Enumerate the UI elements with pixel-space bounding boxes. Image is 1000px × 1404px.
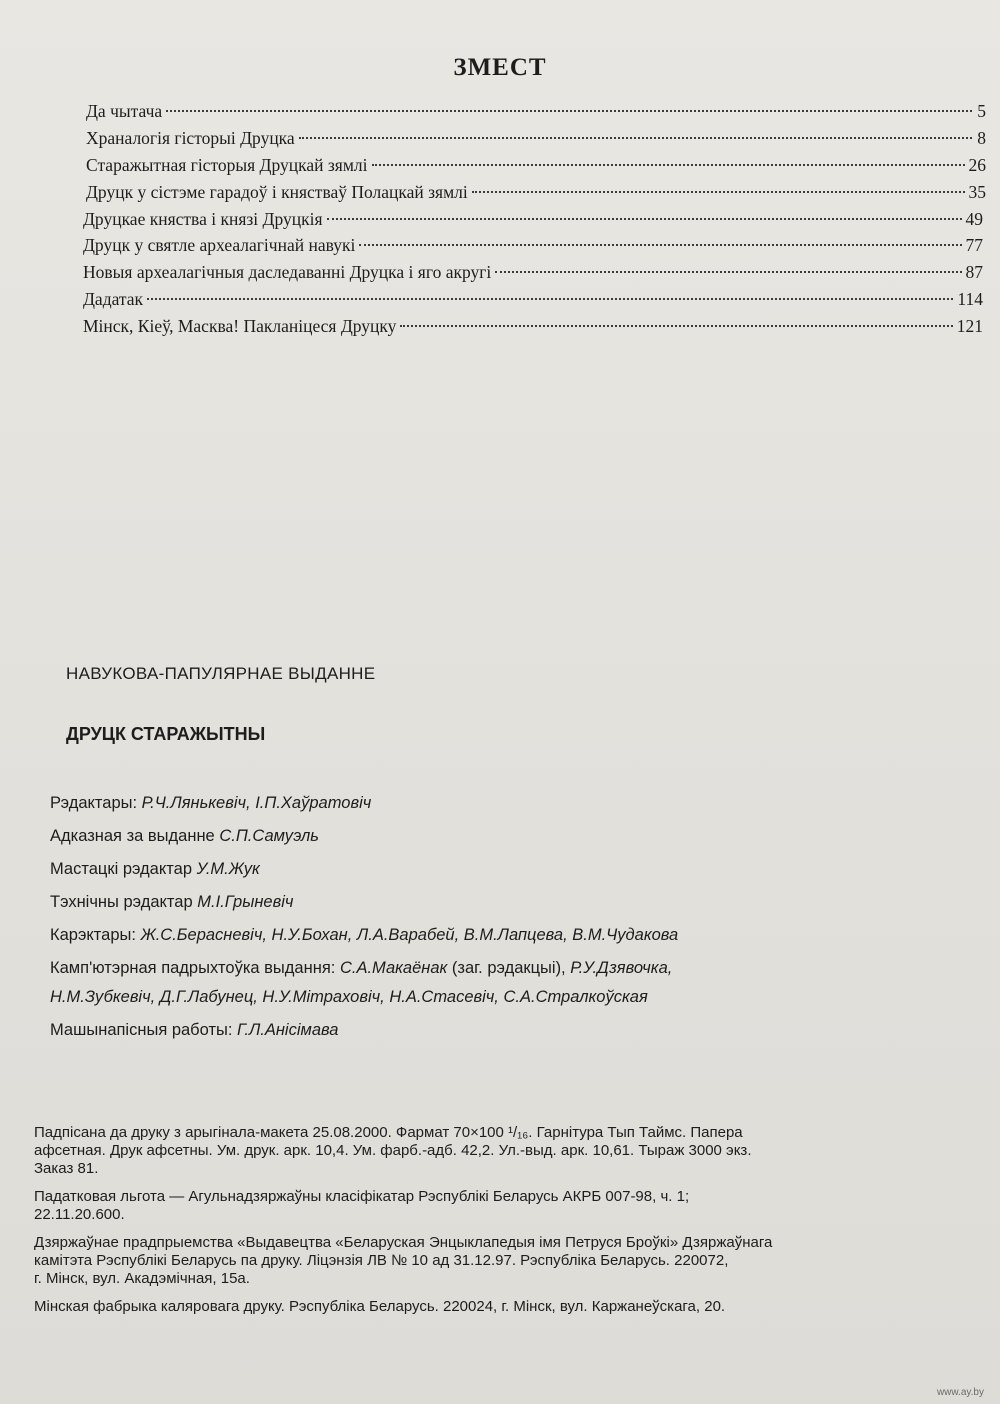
credit-art-editor xyxy=(50,858,950,880)
toc-entry-title: Да чытача xyxy=(86,101,163,121)
credit-label: Машынапісныя работы: xyxy=(50,1021,233,1039)
credit-names: У.М.Жук xyxy=(196,860,260,878)
toc-leader-dots xyxy=(327,218,962,220)
toc-entry-title: Мінск, Кіеў, Масква! Пакланіцеся Друцку xyxy=(83,316,397,337)
imprint-line: Падпісана да друку з арыгінала-макета 25.08.2000. Фармат 70×100 ¹/₁₆. Гарнітура Тып Таймс. Папера xyxy=(34,1124,743,1141)
watermark: www.ay.by xyxy=(936,1387,984,1398)
toc-entry xyxy=(83,206,983,233)
toc-entry-title: Храналогія гісторыі Друцка xyxy=(86,127,295,148)
imprint-tax-benefit xyxy=(34,1188,964,1224)
imprint-line: 22.11.20.600. xyxy=(34,1206,125,1223)
credit-names: М.І.Грыневіч xyxy=(197,893,294,911)
toc-entry-page: 35 xyxy=(968,181,986,202)
toc-entry xyxy=(86,152,986,179)
toc-entry-title: Старажытная гісторыя Друцкай зямлі xyxy=(86,154,368,175)
toc-entry xyxy=(86,98,986,125)
credit-proofreaders xyxy=(50,924,950,946)
imprint-line: Дзяржаўнае прадпрыемства «Выдавецтва «Беларуская Энцыклапедыя імя Петруся Броўкі» Дзяржаўнага xyxy=(34,1234,773,1251)
toc-entry-page: 121 xyxy=(956,316,983,337)
imprint-line: камітэта Рэспублікі Беларусь па друку. Ліцэнзія ЛВ № 10 ад 31.12.97. Рэспубліка Беларусь. 220072, xyxy=(34,1252,729,1269)
publication-genre: НАВУКОВА-ПАПУЛЯРНАЕ ВЫДАННЕ xyxy=(66,664,376,683)
toc-entry-page: 26 xyxy=(968,154,986,175)
toc-leader-dots xyxy=(400,325,952,327)
credit-names: Н.М.Зубкевіч, Д.Г.Лабунец, Н.У.Мітраховіч, Н.А.Стасевіч, С.А.Стралкоўская xyxy=(50,988,648,1006)
credit-names: Р.У.Дзявочка, xyxy=(570,959,673,977)
toc-leader-dots xyxy=(299,137,972,139)
credit-layout xyxy=(50,957,950,979)
credit-label: Камп'ютэрная падрыхтоўка выдання: xyxy=(50,959,336,977)
imprint-publisher xyxy=(34,1234,964,1288)
credit-label: Рэдактары: xyxy=(50,794,138,812)
imprint-line: Падатковая льгота — Агульнадзяржаўны класіфікатар Рэспублікі Беларусь АКРБ 007-98, ч. 1; xyxy=(34,1188,690,1205)
credit-names: С.А.Макаёнак xyxy=(339,959,448,977)
imprint-line: г. Мінск, вул. Акадэмічная, 15а. xyxy=(34,1270,250,1287)
toc-entry xyxy=(86,125,986,152)
imprint-line: Заказ 81. xyxy=(34,1160,99,1177)
toc-leader-dots xyxy=(472,191,965,193)
credit-label: Карэктары: xyxy=(50,926,136,944)
credit-responsible xyxy=(50,825,950,847)
credit-editors xyxy=(50,792,950,814)
toc-entry xyxy=(86,179,986,206)
toc-entry xyxy=(83,232,983,259)
toc-entry-page: 114 xyxy=(957,289,983,310)
credit-tech-editor xyxy=(50,891,950,913)
credit-names: Ж.С.Берасневіч, Н.У.Бохан, Л.А.Варабей, В.М.Лапцева, В.М.Чудакова xyxy=(140,926,679,944)
toc-leader-dots xyxy=(359,244,961,246)
credit-typing xyxy=(50,1019,950,1041)
toc-leader-dots xyxy=(147,298,953,300)
toc-entry-page: 49 xyxy=(965,208,983,229)
credit-names: С.П.Самуэль xyxy=(219,827,319,845)
toc-entry-page: 5 xyxy=(977,101,986,121)
toc-title: ЗМЕСТ xyxy=(453,54,547,81)
book-title: ДРУЦК СТАРАЖЫТНЫ xyxy=(66,724,266,744)
toc-entry xyxy=(83,313,983,340)
toc-entry-page: 87 xyxy=(965,262,983,283)
toc-entry-title: Друцк у сістэме гарадоў і княстваў Полацкай зямлі xyxy=(86,181,468,202)
credit-role: (заг. рэдакцыі), xyxy=(451,959,566,977)
table-of-contents xyxy=(83,98,986,340)
credit-label: Адказная за выданне xyxy=(50,827,215,845)
credits-block xyxy=(50,792,950,1052)
credit-names: Г.Л.Анісімава xyxy=(237,1021,339,1039)
imprint-line: афсетная. Друк афсетны. Ум. друк. арк. 10,4. Ум. фарб.-адб. 42,2. Ул.-выд. арк. 10,61. Тыраж 3000 экз. xyxy=(34,1142,752,1159)
toc-entry-page: 8 xyxy=(977,127,986,148)
toc-entry-title: Друцкае княства і князі Друцкія xyxy=(83,208,323,229)
toc-leader-dots xyxy=(166,110,972,112)
toc-entry-title: Дадатак xyxy=(83,289,144,310)
credit-names: Р.Ч.Лянькевіч, І.П.Хаўратовіч xyxy=(141,794,372,812)
toc-entry-page: 77 xyxy=(965,235,983,256)
imprint-block xyxy=(34,1124,964,1326)
imprint-line: Мінская фабрыка каляровага друку. Рэспубліка Беларусь. 220024, г. Мінск, вул. Каржанеўскага, 20. xyxy=(34,1298,726,1315)
credit-label: Мастацкі рэдактар xyxy=(50,860,192,878)
toc-leader-dots xyxy=(372,164,965,166)
toc-leader-dots xyxy=(495,271,961,273)
credit-layout-continued xyxy=(50,986,950,1008)
toc-entry xyxy=(83,259,983,286)
toc-entry xyxy=(83,286,983,313)
credit-label: Тэхнічны рэдактар xyxy=(50,893,193,911)
imprint-print-details xyxy=(34,1124,964,1178)
imprint-printer xyxy=(34,1298,964,1316)
toc-entry-title: Новыя археалагічныя даследаванні Друцка і яго акругі xyxy=(83,262,492,283)
toc-entry-title: Друцк у святле археалагічнай навукі xyxy=(83,235,356,256)
